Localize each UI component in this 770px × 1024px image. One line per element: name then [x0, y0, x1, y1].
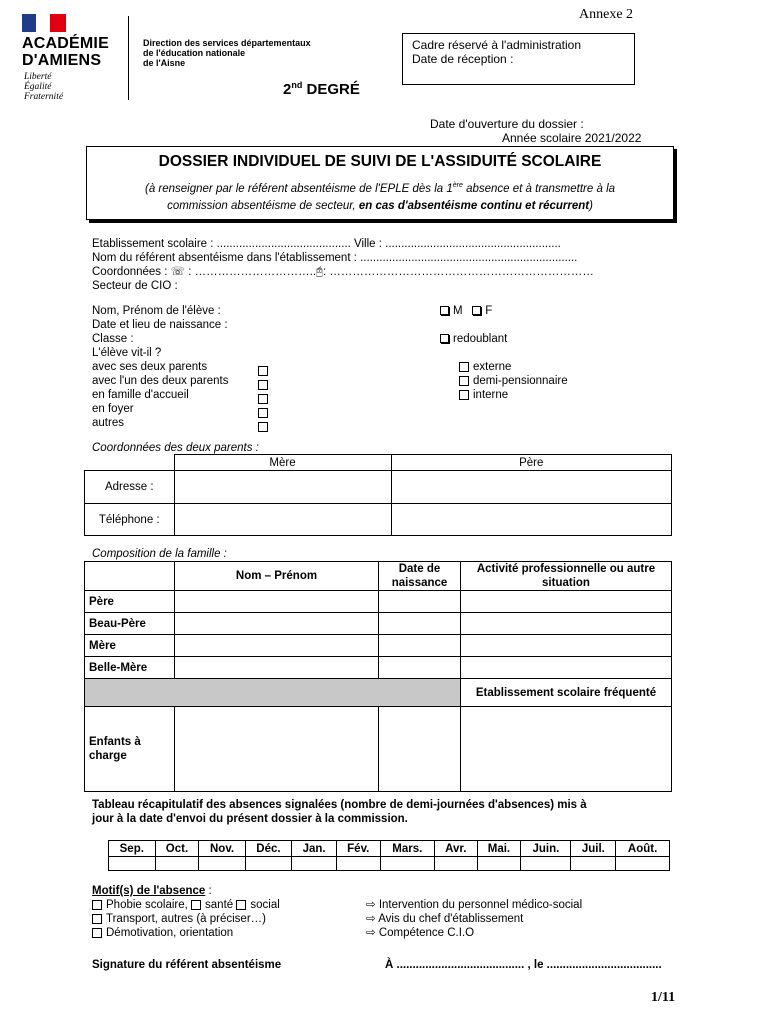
signature-label: Signature du référent absentéisme	[92, 959, 282, 971]
redoublant-option: redoublant	[440, 332, 507, 346]
coordinates-field: Coordonnées : ☏ : …………………………..🖰: ……………………………………………………………	[92, 266, 594, 278]
checkbox[interactable]	[258, 394, 268, 404]
motif-section: Motif(s) de l'absence : Phobie scolaire, santé social Transport, autres (à préciser…) Démotivation, orientation	[92, 885, 280, 939]
motif-actions: ⇨ Intervention du personnel médico-social ⇨ Avis du chef d'établissement ⇨ Compétence C.I.O	[366, 899, 583, 939]
values-row	[109, 857, 670, 871]
signature-place: À ........................................ , le ....................................	[385, 959, 662, 971]
checkbox-demi-pensionnaire[interactable]	[459, 376, 469, 386]
checkbox-transport[interactable]	[92, 914, 102, 924]
checkbox[interactable]	[258, 380, 268, 390]
academy-name: ACADÉMIE D'AMIENS	[22, 35, 109, 69]
page-number: 1/11	[651, 990, 676, 1005]
school-year: Année scolaire 2021/2022	[502, 131, 642, 145]
family-table: Nom – Prénom Date de naissance Activité professionnelle ou autre situation Père Beau-Père Mère Belle-Mère Etablissement scolaire fréquenté Enfants à charge	[84, 561, 672, 792]
regime-options: externe demi-pensionnaire interne	[459, 360, 568, 402]
absences-heading: Tableau récapitulatif des absences signalées (nombre de demi-journées d'absences) mis à jour à la date d'envoi du présent dossier à la commission.	[92, 799, 587, 825]
checkbox-social[interactable]	[236, 900, 246, 910]
sex-options: M F	[440, 304, 492, 318]
republic-motto: Liberté Égalité Fraternité	[24, 72, 64, 102]
cio-field: Secteur de CIO :	[92, 280, 178, 292]
phone-icon: ☏	[170, 266, 186, 278]
dossier-open-date: Date d'ouverture du dossier :	[430, 117, 584, 131]
mouse-icon: 🖰	[316, 266, 323, 278]
father-phone-cell[interactable]	[391, 504, 672, 536]
absences-table	[108, 840, 670, 871]
checkbox[interactable]	[258, 366, 268, 376]
admin-box: Cadre réservé à l'administration Date de réception :	[402, 33, 635, 85]
mother-address-cell[interactable]	[174, 471, 391, 504]
living-checkboxes	[258, 362, 272, 432]
checkbox[interactable]	[258, 422, 268, 432]
checkbox-sante[interactable]	[191, 900, 201, 910]
student-info: Nom, Prénom de l'élève : Date et lieu de naissance : Classe : L'élève vit-il ? avec ses deux parents avec l'un des deux parents en famille d'accueil en foyer autres	[92, 305, 229, 429]
parents-heading: Coordonnées des deux parents :	[92, 442, 259, 454]
document-title: DOSSIER INDIVIDUEL DE SUIVI DE L'ASSIDUITÉ SCOLAIRE	[158, 153, 602, 170]
parents-table: Mère Père Adresse : Téléphone :	[84, 454, 672, 536]
checkbox[interactable]	[258, 408, 268, 418]
father-address-cell[interactable]	[391, 471, 672, 504]
checkbox-interne[interactable]	[459, 390, 469, 400]
checkbox-redoublant[interactable]	[440, 334, 449, 343]
arrow-icon: ⇨	[366, 913, 376, 925]
school-info	[92, 237, 594, 293]
family-heading: Composition de la famille :	[92, 548, 227, 560]
school-field: Etablissement scolaire : .......................................... Ville : .......................................................	[92, 238, 561, 250]
document-subtitle: (à renseigner par le référent absentéisme de l'EPLE dès la 1ère absence et à transmettre à la commission absentéisme de secteur, en cas d'absentéisme continu et récurrent)	[144, 182, 616, 212]
checkbox-phobie[interactable]	[92, 900, 102, 910]
arrow-icon: ⇨	[366, 927, 376, 939]
logo-divider	[128, 16, 129, 100]
arrow-icon: ⇨	[366, 899, 376, 911]
months-row: Sep. Oct. Nov. Déc. Jan. Fév. Mars. Avr. Mai. Juin. Juil. Août.	[109, 841, 670, 857]
checkbox-demotivation[interactable]	[92, 928, 102, 938]
title-box	[86, 146, 674, 220]
department-name: Direction des services départementaux de l'éducation nationale de l'Aisne	[143, 38, 311, 68]
checkbox-m[interactable]	[440, 306, 449, 315]
marianne-flag-logo	[22, 14, 66, 32]
referent-field: Nom du référent absentéisme dans l'établissement : ....................................................................	[92, 252, 578, 264]
checkbox-externe[interactable]	[459, 362, 469, 372]
mother-phone-cell[interactable]	[174, 504, 391, 536]
annex-label: Annexe 2	[579, 7, 634, 22]
checkbox-f[interactable]	[472, 306, 481, 315]
shaded-cell	[85, 679, 461, 707]
degree-heading: 2nd DEGRÉ	[283, 80, 360, 98]
